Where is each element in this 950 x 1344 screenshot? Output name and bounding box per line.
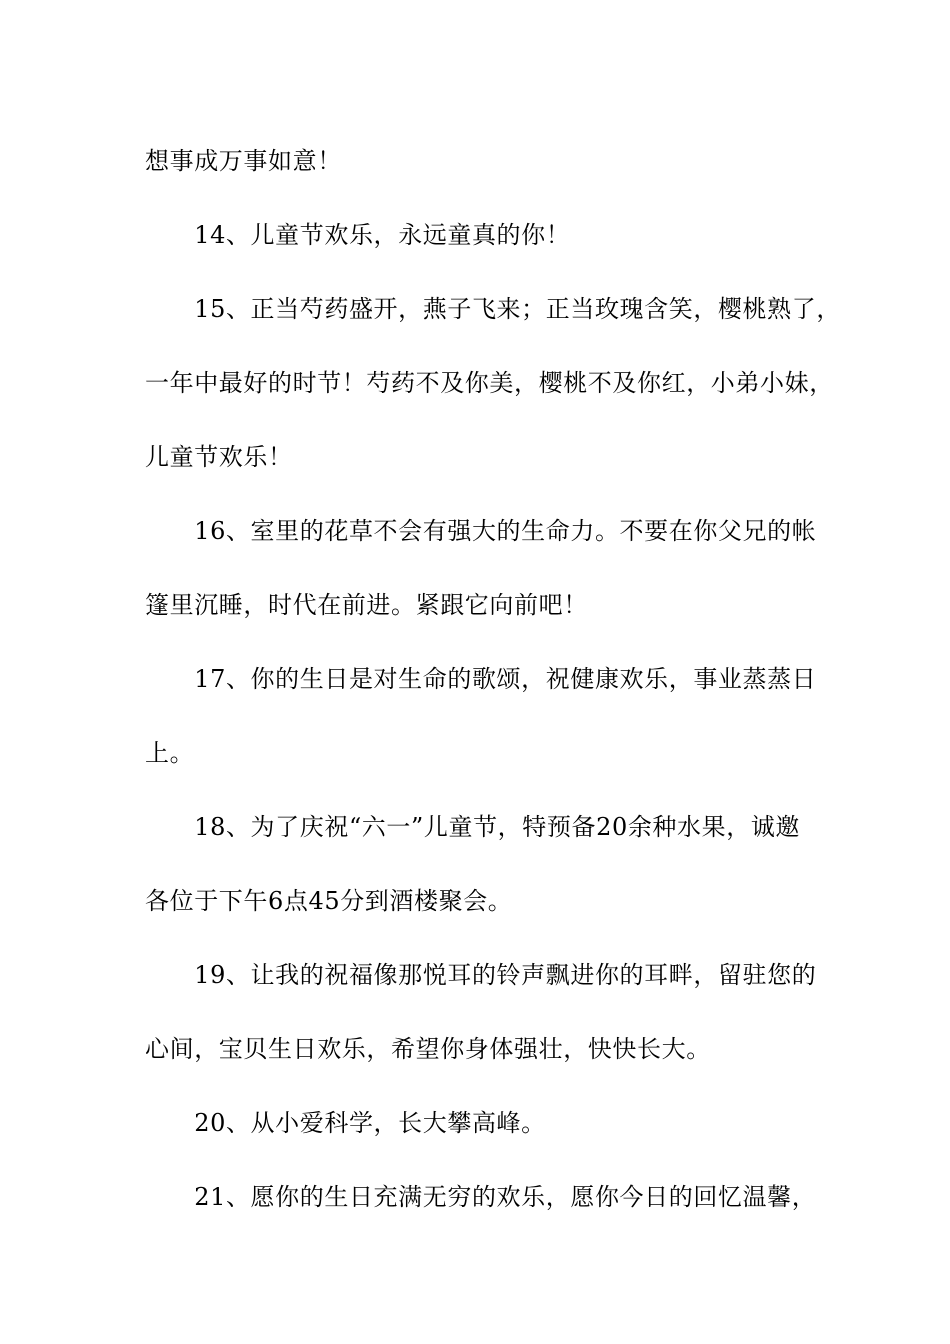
text-line: 一年中最好的时节！芍药不及你美，樱桃不及你红，小弟小妹， xyxy=(145,369,834,397)
text-line: 21、愿你的生日充满无穷的欢乐，愿你今日的回忆温馨， xyxy=(145,1183,817,1211)
text-line: 15、正当芍药盛开，燕子飞来；正当玫瑰含笑，樱桃熟了， xyxy=(145,295,841,323)
text-line: 儿童节欢乐！ xyxy=(145,443,293,471)
text-line: 16、室里的花草不会有强大的生命力。不要在你父兄的帐 xyxy=(145,517,817,545)
text-line: 18、为了庆祝“六一”儿童节，特预备20余种水果，诚邀 xyxy=(145,813,801,841)
text-line: 心间，宝贝生日欢乐，希望你身体强壮，快快长大。 xyxy=(145,1035,711,1063)
text-line: 17、你的生日是对生命的歌颂，祝健康欢乐，事业蒸蒸日 xyxy=(145,665,817,693)
text-line: 各位于下午6点45分到酒楼聚会。 xyxy=(145,887,513,915)
text-line: 想事成万事如意！ xyxy=(145,147,342,175)
document-body xyxy=(145,124,841,1234)
text-line: 14、儿童节欢乐，永远童真的你！ xyxy=(145,221,571,249)
text-line: 篷里沉睡，时代在前进。紧跟它向前吧！ xyxy=(145,591,588,619)
text-line: 上。 xyxy=(145,739,195,767)
text-line: 20、从小爱科学，长大攀高峰。 xyxy=(145,1109,546,1137)
text-line: 19、让我的祝福像那悦耳的铃声飘进你的耳畔，留驻您的 xyxy=(145,961,817,989)
